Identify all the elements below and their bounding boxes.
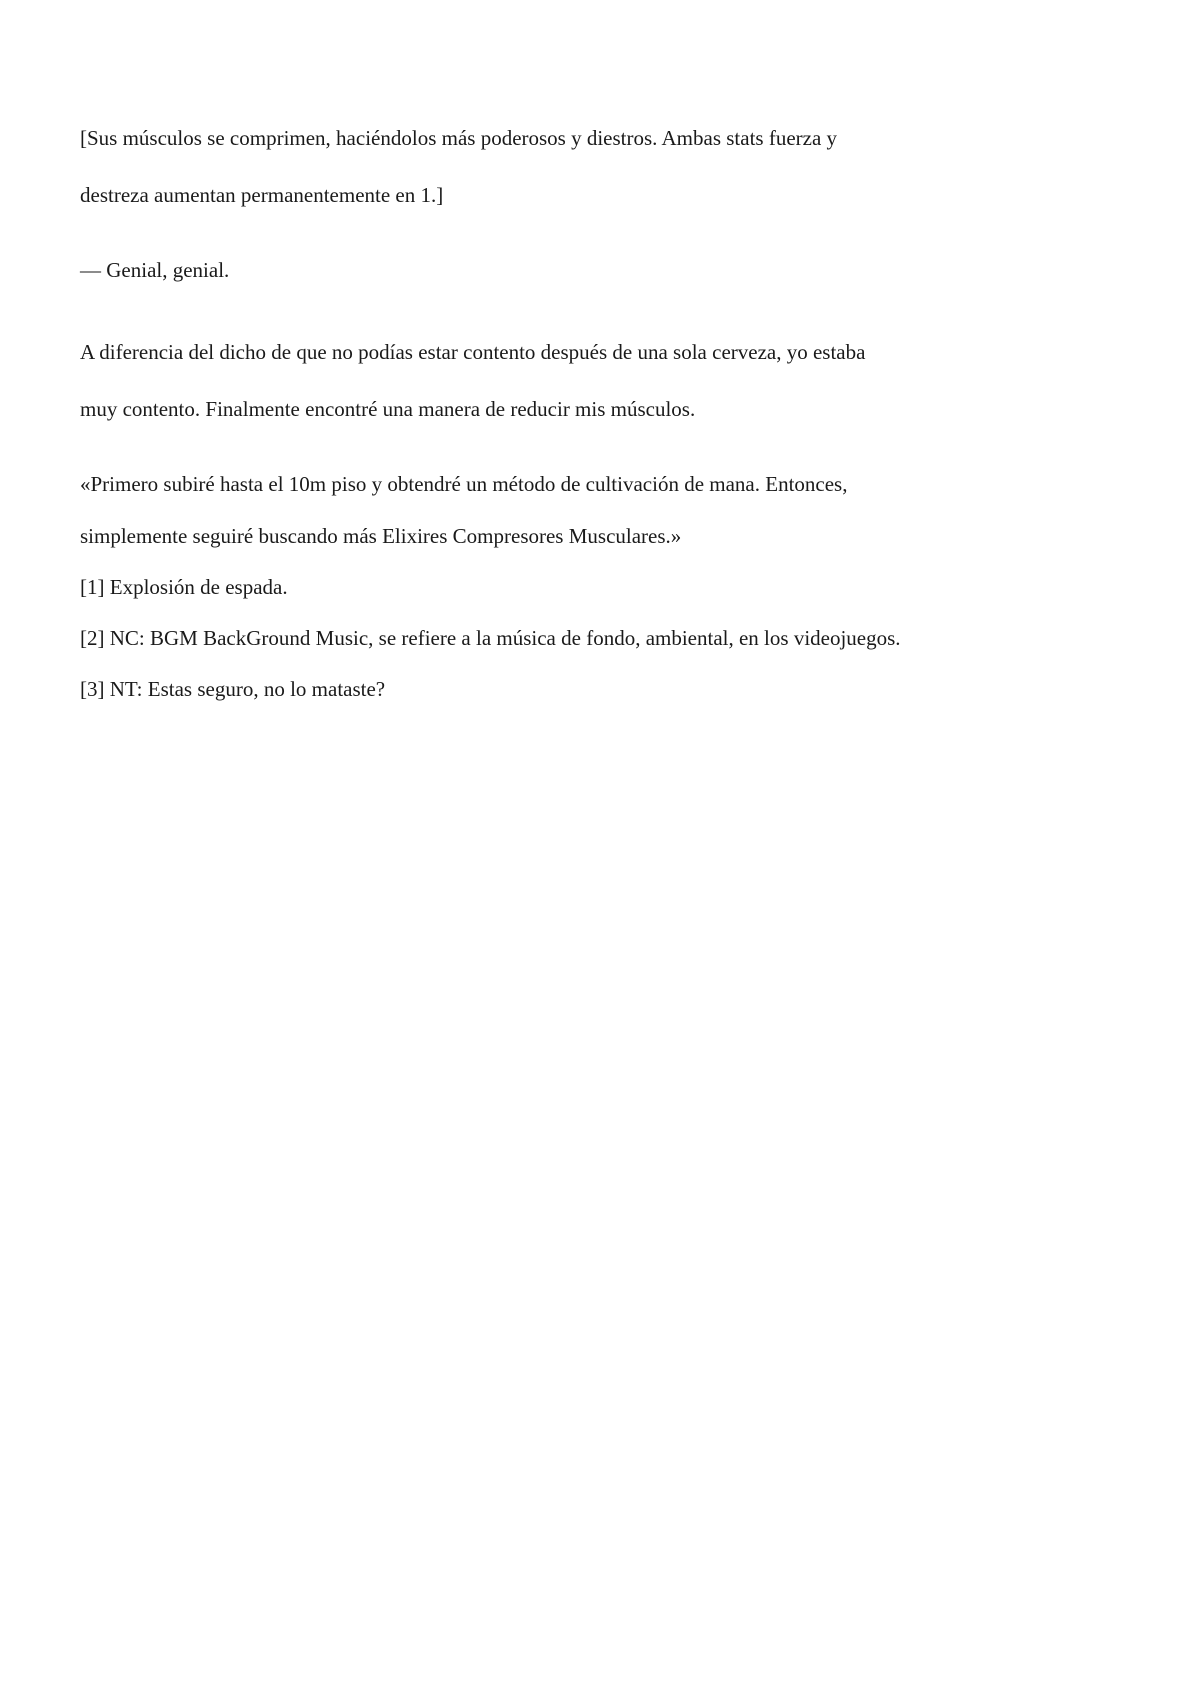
body-line-1: [Sus músculos se comprimen, haciéndolos más poderosos y diestros. Ambas stats fuerza y [80, 126, 838, 150]
quote-line-2: simplemente seguiré buscando más Elixires Compresores Musculares.» [80, 524, 682, 548]
footnote-1: [1] Explosión de espada. [80, 575, 288, 599]
body-line-4: muy contento. Finalmente encontré una manera de reducir mis músculos. [80, 397, 696, 421]
footnote-3: [3] NT: Estas seguro, no lo mataste? [80, 677, 386, 701]
body-line-3: A diferencia del dicho de que no podías estar contento después de una sola cerveza, yo estaba [80, 340, 866, 364]
quote-line-1: «Primero subiré hasta el 10m piso y obtendré un método de cultivación de mana. Entonces, [80, 472, 848, 496]
dialogue-line: — Genial, genial. [80, 258, 230, 282]
body-line-2: destreza aumentan permanentemente en 1.] [80, 183, 444, 207]
footnote-2: [2] NC: BGM BackGround Music, se refiere a la música de fondo, ambiental, en los videojuegos. [80, 626, 901, 650]
